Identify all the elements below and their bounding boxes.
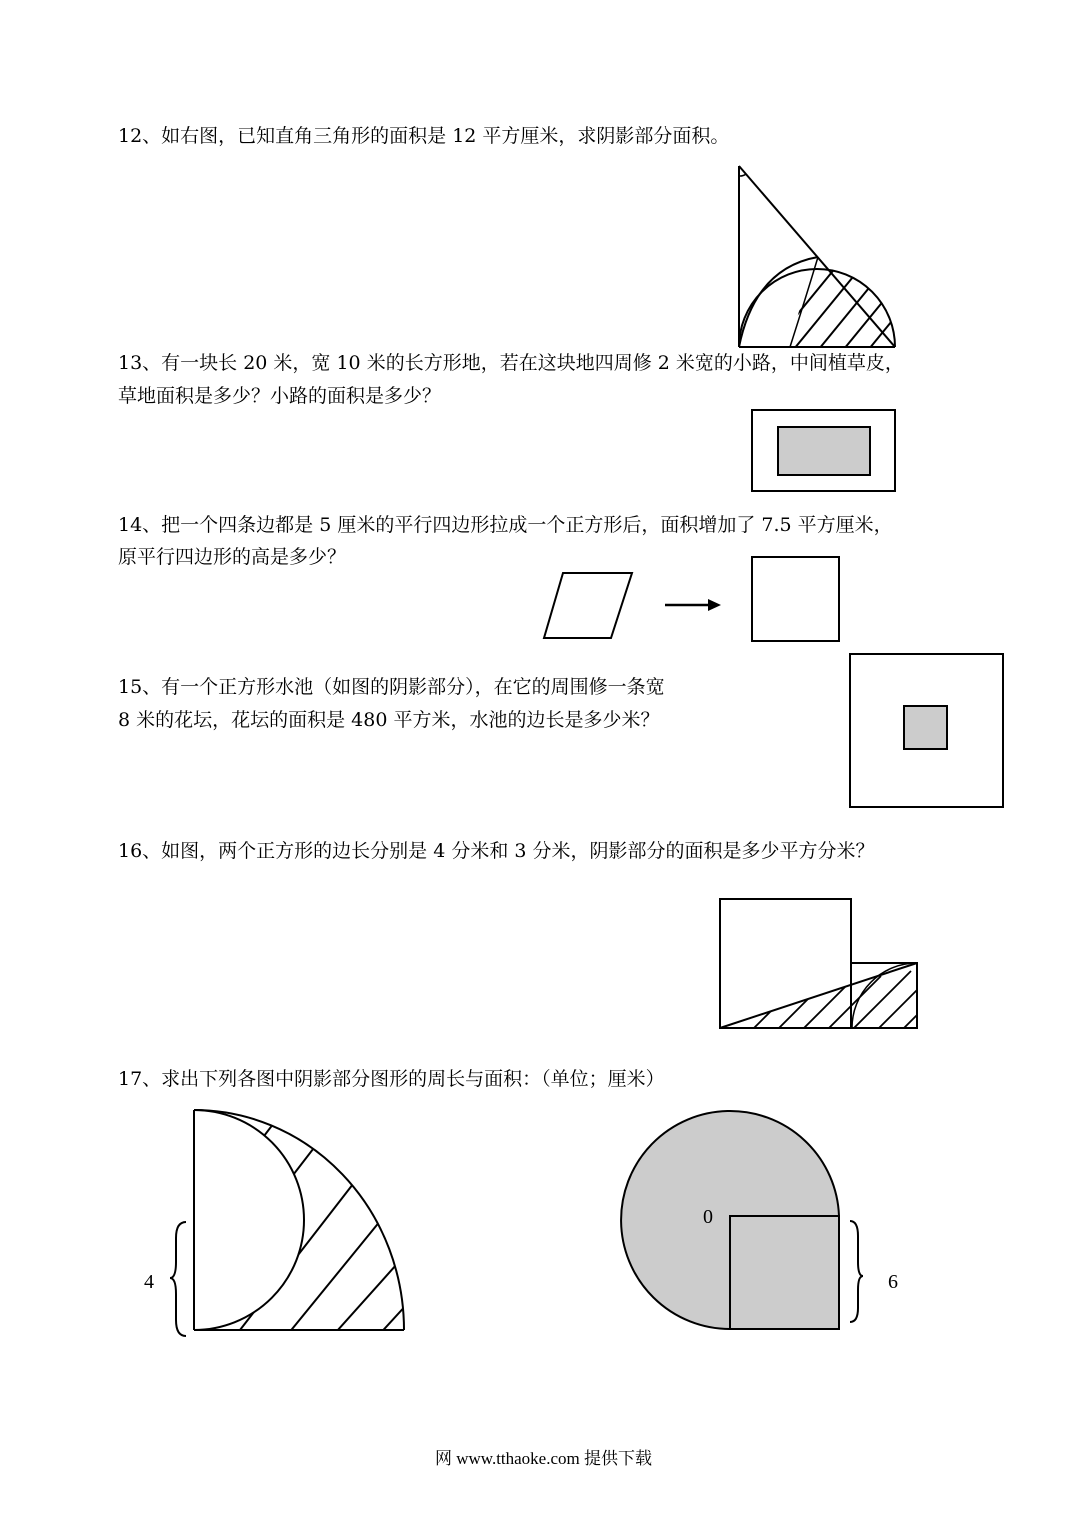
problem-15-line1: 15、有一个正方形水池（如图的阴影部分），在它的周围修一条宽 — [118, 676, 665, 698]
figure-17b-circle-square — [615, 1110, 865, 1335]
figure-17a-quarter-circle — [170, 1100, 410, 1342]
figure-13-rectangle-path — [750, 408, 898, 494]
figure-15-pool-square — [848, 652, 1006, 810]
problem-13-line1: 13、有一块长 20 米，宽 10 米的长方形地，若在这块地四周修 2 米宽的小路，中间植草皮， — [118, 352, 904, 374]
problem-12-text: 12、如右图，已知直角三角形的面积是 12 平方厘米，求阴影部分面积。 — [118, 125, 730, 147]
figure-17b-dimension-label: 6 — [888, 1271, 898, 1293]
problem-13-line2: 草地面积是多少？小路的面积是多少？ — [118, 385, 442, 407]
problem-14-line1: 14、把一个四条边都是 5 厘米的平行四边形拉成一个正方形后，面积增加了 7.5 平方厘米， — [118, 514, 893, 536]
figure-12-triangle-semicircle — [725, 160, 905, 355]
problem-15-line2: 8 米的花坛，花坛的面积是 480 平方米，水池的边长是多少米？ — [118, 709, 660, 731]
problem-14-line2: 原平行四边形的高是多少？ — [118, 546, 347, 568]
problem-17-text: 17、求出下列各图中阴影部分图形的周长与面积：（单位；厘米） — [118, 1068, 665, 1090]
figure-14-parallelogram-to-square — [540, 552, 845, 646]
footer-source-text: 网 www.tthaoke.com 提供下载 — [434, 1449, 653, 1468]
figure-17a-dimension-label: 4 — [144, 1271, 154, 1293]
problem-16-text: 16、如图，两个正方形的边长分别是 4 分米和 3 分米，阴影部分的面积是多少平方分米？ — [118, 840, 875, 862]
figure-16-two-squares — [716, 896, 921, 1033]
figure-17b-center-label: 0 — [703, 1206, 713, 1228]
